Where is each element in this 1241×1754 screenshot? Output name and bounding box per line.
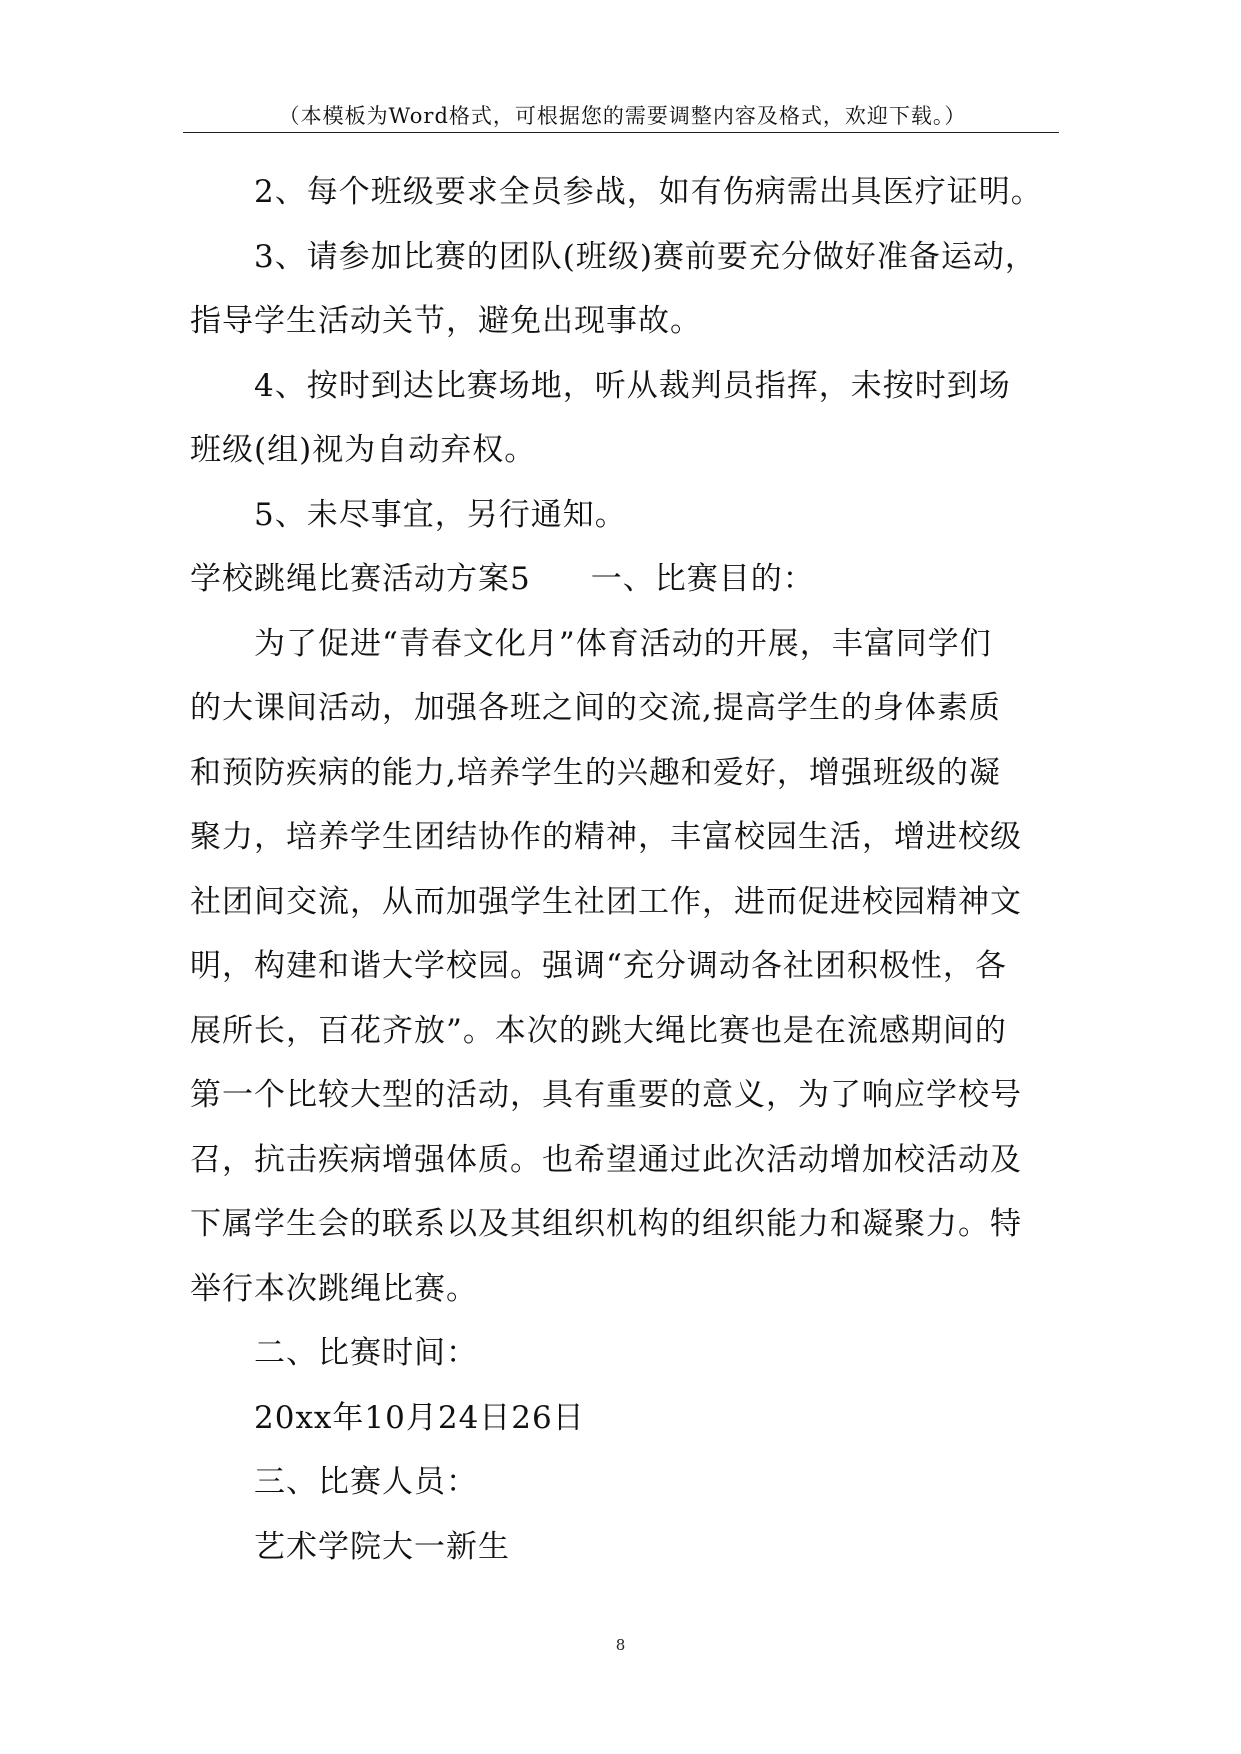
header-note: （本模板为Word格式，可根据您的需要调整内容及格式，欢迎下载。） [278, 104, 967, 128]
document-body [190, 160, 1070, 1579]
purpose-line-8: 第一个比较大型的活动，具有重要的意义，为了响应学校号 [190, 1077, 1022, 1113]
page-number: 8 [615, 1636, 626, 1654]
rule-5: 5、未尽事宜，另行通知。 [254, 496, 627, 533]
purpose-line-9: 召，抗击疾病增强体质。也希望通过此次活动增加校活动及 [190, 1141, 1022, 1178]
purpose-line-1: 为了促进“青春文化月”体育活动的开展，丰富同学们 [254, 625, 992, 662]
plan-heading-line [190, 547, 1070, 612]
rule-4-line-2: 班级(组)视为自动弃权。 [190, 432, 537, 468]
section-1-heading: 一、比赛目的： [590, 561, 815, 597]
purpose-line-3: 和预防疾病的能力,培养学生的兴趣和爱好，增强班级的凝 [190, 754, 1001, 791]
rule-3-line-1: 3、请参加比赛的团队(班级)赛前要充分做好准备运动， [254, 238, 1037, 275]
rule-3-line-2: 指导学生活动关节，避免出现事故。 [190, 303, 702, 339]
match-time: 20xx年10月24日26日 [254, 1399, 585, 1436]
purpose-line-6: 明，构建和谐大学校园。强调“充分调动各社团积极性，各 [190, 948, 1007, 984]
purpose-line-11: 举行本次跳绳比赛。 [190, 1270, 478, 1307]
rule-2: 2、每个班级要求全员参战，如有伤病需出具医疗证明。 [254, 174, 1043, 210]
header-divider [183, 132, 1059, 133]
purpose-line-5: 社团间交流，从而加强学生社团工作，进而促进校园精神文 [190, 883, 1022, 920]
purpose-line-7: 展所长，百花齐放”。本次的跳大绳比赛也是在流感期间的 [190, 1012, 1007, 1049]
plan-title: 学校跳绳比赛活动方案5 [190, 561, 531, 597]
participants: 艺术学院大一新生 [254, 1528, 510, 1565]
purpose-line-4: 聚力，培养学生团结协作的精神，丰富校园生活，增进校级 [190, 819, 1022, 855]
section-2-heading: 二、比赛时间： [254, 1335, 478, 1371]
rule-4-line-1: 4、按时到达比赛场地，听从裁判员指挥，未按时到场 [254, 367, 1011, 404]
section-3-heading: 三、比赛人员： [254, 1464, 478, 1500]
purpose-line-10: 下属学生会的联系以及其组织机构的组织能力和凝聚力。特 [190, 1206, 1022, 1242]
purpose-line-2: 的大课间活动，加强各班之间的交流,提高学生的身体素质 [190, 690, 1001, 726]
